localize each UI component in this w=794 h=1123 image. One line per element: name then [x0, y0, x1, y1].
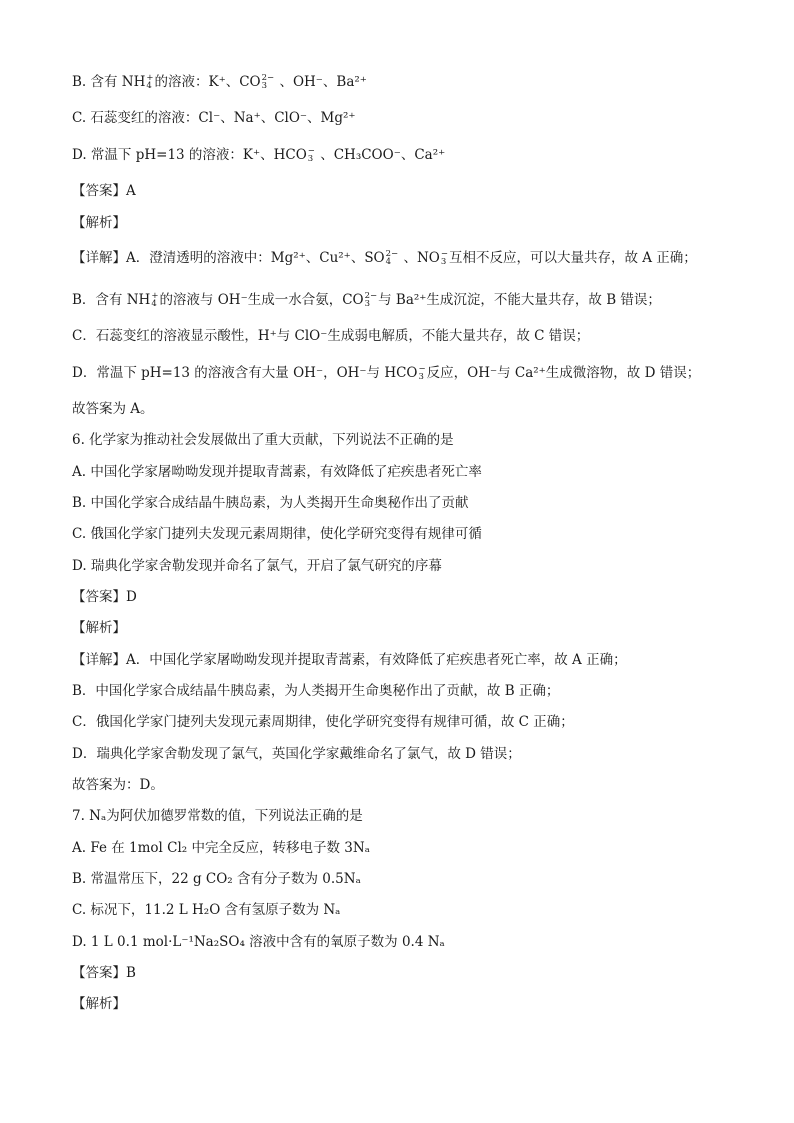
q6-option-c: C. 俄国化学家门捷列夫发现元素周期律，使化学研究变得有规律可循: [72, 526, 482, 542]
q5-detail-c: C．石蕊变红的溶液显示酸性，H⁺与 ClO⁻生成弱电解质，不能大量共存，故 C 错误；: [72, 328, 590, 344]
q7-option-a: A. Fe 在 1mol Cl₂ 中完全反应，转移电子数 3Nₐ: [72, 840, 370, 856]
q7-analysis-heading: 【解析】: [72, 996, 126, 1012]
q7-answer: 【答案】B: [72, 965, 136, 981]
q6-option-b: B. 中国化学家合成结晶牛胰岛素，为人类揭开生命奥秘作出了贡献: [72, 495, 469, 511]
q7-option-d: D. 1 L 0.1 mol·L⁻¹Na₂SO₄ 溶液中含有的氧原子数为 0.4 Nₐ: [72, 934, 445, 950]
ion-charge-stack: − 3: [440, 248, 448, 267]
q5-option-b: B. 含有 NH + 4 的溶液：K⁺、CO 2− 3 、OH⁻、Ba²⁺: [72, 72, 367, 91]
q7-option-b: B. 常温常压下，22 g CO₂ 含有分子数为 0.5Nₐ: [72, 871, 361, 887]
q5-detail-b: B．含有 NH + 4 的溶液与 OH⁻生成一水合氨，CO 2− 3 与 Ba²⁺生成沉淀，不能大量共存，故 B 错误；: [72, 290, 661, 309]
ion-charge-stack: + 4: [146, 72, 154, 91]
ion-charge-stack: 2− 3: [261, 72, 275, 91]
q5-detail-a: 【详解】A．澄清透明的溶液中：Mg²⁺、Cu²⁺、SO 2− 4 、NO − 3 互相不反应，可以大量共存，故 A 正确；: [72, 248, 697, 267]
ion-charge-stack: 2− 3: [364, 290, 378, 309]
q6-analysis-heading: 【解析】: [72, 620, 126, 636]
q6-conclusion: 故答案为：D。: [72, 777, 164, 793]
q5-option-b-text: B. 含有 NH: [72, 74, 146, 90]
q6-detail-d: D．瑞典化学家舍勒发现了氯气，英国化学家戴维命名了氯气，故 D 错误；: [72, 746, 521, 762]
q6-option-d: D. 瑞典化学家舍勒发现并命名了氯气，开启了氯气研究的序幕: [72, 558, 442, 574]
ion-charge-stack: 2− 4: [385, 248, 399, 267]
q5-answer: 【答案】A: [72, 183, 136, 199]
q5-option-d: D. 常温下 pH=13 的溶液：K⁺、HCO − 3 、CH₃COO⁻、Ca²⁺: [72, 145, 446, 164]
q6-detail-c: C．俄国化学家门捷列夫发现元素周期律，使化学研究变得有规律可循，故 C 正确；: [72, 714, 574, 730]
q5-option-c: C. 石蕊变红的溶液：Cl⁻、Na⁺、ClO⁻、Mg²⁺: [72, 110, 356, 126]
ion-charge-stack: + 4: [151, 290, 159, 309]
q5-detail-d: D．常温下 pH=13 的溶液含有大量 OH⁻，OH⁻与 HCO − 3 反应，OH⁻与 Ca²⁺生成微溶物，故 D 错误；: [72, 363, 701, 382]
q6-detail-a: 【详解】A．中国化学家屠呦呦发现并提取青蒿素，有效降低了疟疾患者死亡率，故 A 正确；: [72, 652, 627, 668]
q7-option-c: C. 标况下，11.2 L H₂O 含有氢原子数为 Nₐ: [72, 902, 341, 918]
q5-conclusion: 故答案为 A。: [72, 401, 154, 417]
ion-charge-stack: − 3: [418, 363, 426, 382]
q7-stem: 7. Nₐ为阿伏加德罗常数的值，下列说法正确的是: [72, 808, 363, 824]
q6-option-a: A. 中国化学家屠呦呦发现并提取青蒿素，有效降低了疟疾患者死亡率: [72, 464, 482, 480]
ion-charge-stack: − 3: [307, 145, 315, 164]
q6-answer: 【答案】D: [72, 589, 137, 605]
q5-analysis-heading: 【解析】: [72, 215, 126, 231]
q6-detail-b: B．中国化学家合成结晶牛胰岛素，为人类揭开生命奥秘作出了贡献，故 B 正确；: [72, 683, 560, 699]
q6-stem: 6. 化学家为推动社会发展做出了重大贡献，下列说法不正确的是: [72, 432, 454, 448]
